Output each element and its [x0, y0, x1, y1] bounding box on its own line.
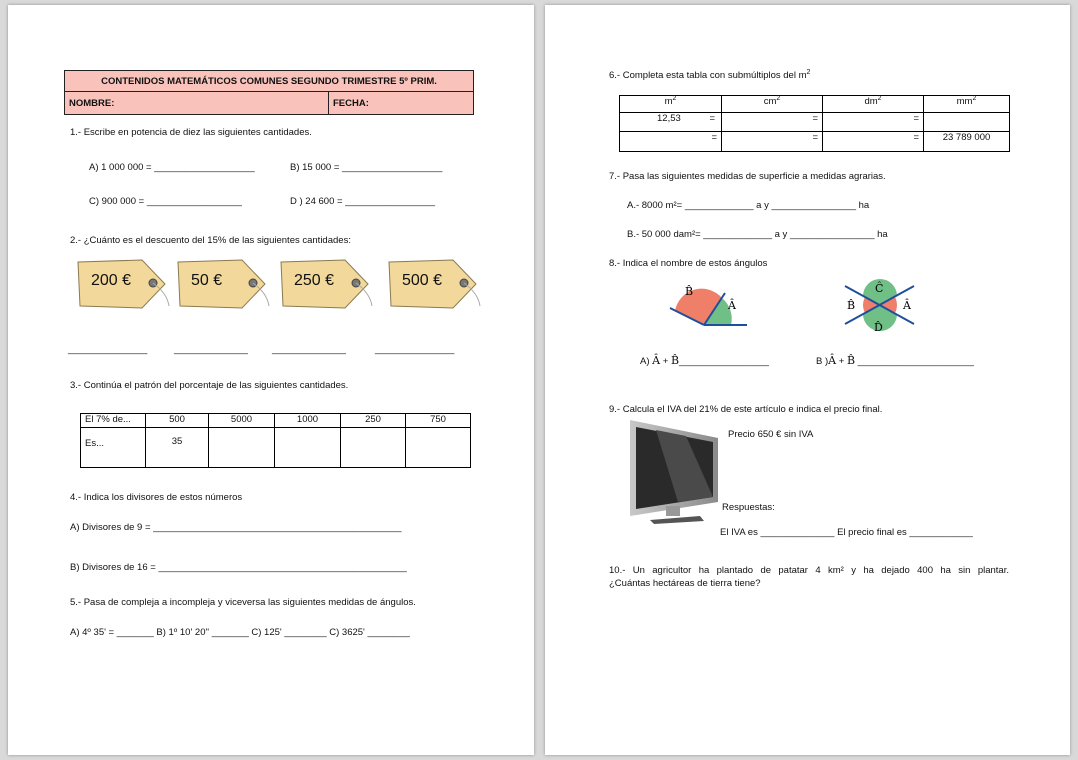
q6-cell: 23 789 000 — [924, 132, 1010, 152]
q6-header: $cm^2$ — [722, 96, 823, 113]
q4-title: 4.- Indica los divisores de estos números — [70, 492, 243, 503]
q6-cell[interactable]: = — [620, 132, 722, 152]
q8-answer-a[interactable]: A) Â + B̂_________________ — [640, 354, 769, 367]
q2-title: 2.- ¿Cuánto es el descuento del 15% de las siguientes cantidades: — [70, 235, 351, 246]
header-table — [64, 70, 474, 115]
angle-label-a: Â — [903, 299, 911, 312]
q7-title: 7.- Pasa las siguientes medidas de superficie a medidas agrarias. — [609, 171, 886, 182]
vertical-angles-figure — [840, 278, 920, 334]
q6-header: $m^2$ — [620, 96, 722, 113]
price-tag — [177, 258, 270, 310]
price-tag-label: 50 € — [191, 272, 223, 289]
q6-cell[interactable]: = — [823, 132, 924, 152]
q1-b[interactable]: B) 15 000 = ___________________ — [290, 162, 443, 173]
price-tag-label: 250 € — [294, 272, 335, 289]
q7-b[interactable]: B.- 50 000 dam²= _____________ a y ________________ ha — [627, 229, 888, 240]
q3-header: 750 — [406, 414, 471, 428]
q5-line[interactable]: A) 4º 35' = _______ B) 1º 10' 20'' _______ C) 125' ________ C) 3625' ________ — [70, 627, 410, 638]
q6-cell[interactable]: = — [722, 132, 823, 152]
q3-header: 1000 — [275, 414, 341, 428]
name-field[interactable]: NOMBRE: — [65, 92, 329, 115]
q3-header: El 7% de... — [81, 414, 146, 428]
q2-blank[interactable]: ______________ — [272, 344, 346, 355]
angle-label-a: Â — [728, 299, 736, 312]
monitor-image — [628, 420, 720, 524]
q1-title: 1.- Escribe en potencia de diez las siguientes cantidades. — [70, 127, 312, 138]
q3-header: 500 — [146, 414, 209, 428]
adjacent-angles-figure — [665, 278, 755, 330]
q4-a[interactable]: A) Divisores de 9 = _______________________________________________ — [70, 522, 402, 533]
price-tag-label: 500 € — [402, 272, 443, 289]
q5-title: 5.- Pasa de compleja a incompleja y viceversa las siguientes medidas de ángulos. — [70, 597, 416, 608]
q8-answer-b[interactable]: B )Â + B̂ ______________________ — [816, 354, 974, 367]
answers-label: Respuestas: — [722, 502, 775, 513]
q3-cell[interactable] — [209, 428, 275, 468]
q3-cell[interactable] — [406, 428, 471, 468]
angle-label-c: Ĉ — [875, 282, 884, 295]
q6-title: 6.- Completa esta tabla con submúltiplos del $m^2$ — [609, 68, 811, 81]
q3-header: 5000 — [209, 414, 275, 428]
q3-cell: Es... — [81, 428, 146, 468]
q9-answer-line[interactable]: El IVA es ______________ El precio final es ____________ — [720, 527, 973, 538]
price-tag-label: 200 € — [91, 272, 132, 289]
q4-b[interactable]: B) Divisores de 16 = _______________________________________________ — [70, 562, 407, 573]
q1-a[interactable]: A) 1 000 000 = ___________________ — [89, 162, 255, 173]
q2-blank[interactable]: _______________ — [375, 344, 455, 355]
q10-line1: 10.- Un agricultor ha plantado de patatar 4 km² y ha dejado 400 ha sin plantar. — [609, 565, 1009, 576]
q3-table — [80, 413, 471, 468]
q6-cell[interactable]: = — [823, 113, 924, 132]
date-field[interactable]: FECHA: — [329, 92, 474, 115]
q3-cell[interactable] — [275, 428, 341, 468]
price-label: Precio 650 € sin IVA — [728, 429, 814, 440]
q6-cell[interactable] — [924, 113, 1010, 132]
q6-header: $dm^2$ — [823, 96, 924, 113]
q2-blank[interactable]: _______________ — [68, 344, 148, 355]
q8-title: 8.- Indica el nombre de estos ángulos — [609, 258, 768, 269]
q6-table — [619, 95, 1010, 152]
angle-label-b: B̂ — [847, 299, 856, 312]
q9-title: 9.- Calcula el IVA del 21% de este artículo e indica el precio final. — [609, 404, 883, 415]
q1-c[interactable]: C) 900 000 = __________________ — [89, 196, 242, 207]
price-tag — [77, 258, 170, 310]
q10-line2: ¿Cuántas hectáreas de tierra tiene? — [609, 578, 761, 589]
q3-cell: 35 — [146, 428, 209, 468]
q6-cell[interactable]: = — [722, 113, 823, 132]
q2-blank[interactable]: ______________ — [174, 344, 248, 355]
price-tag — [388, 258, 481, 310]
q3-title: 3.- Continúa el patrón del porcentaje de las siguientes cantidades. — [70, 380, 349, 391]
q3-header: 250 — [341, 414, 406, 428]
q6-header: $mm^2$ — [924, 96, 1010, 113]
q3-cell[interactable] — [341, 428, 406, 468]
worksheet-title: CONTENIDOS MATEMÁTICOS COMUNES SEGUNDO TRIMESTRE 5º PRIM. — [65, 71, 474, 92]
price-tag — [280, 258, 373, 310]
angle-label-b: B̂ — [685, 285, 694, 298]
q1-d[interactable]: D ) 24 600 = _________________ — [290, 196, 436, 207]
q7-a[interactable]: A.- 8000 m²= _____________ a y ________________ ha — [627, 200, 870, 211]
angle-label-d: D̂ — [874, 321, 883, 334]
q6-cell: 12,53 = — [620, 113, 722, 132]
